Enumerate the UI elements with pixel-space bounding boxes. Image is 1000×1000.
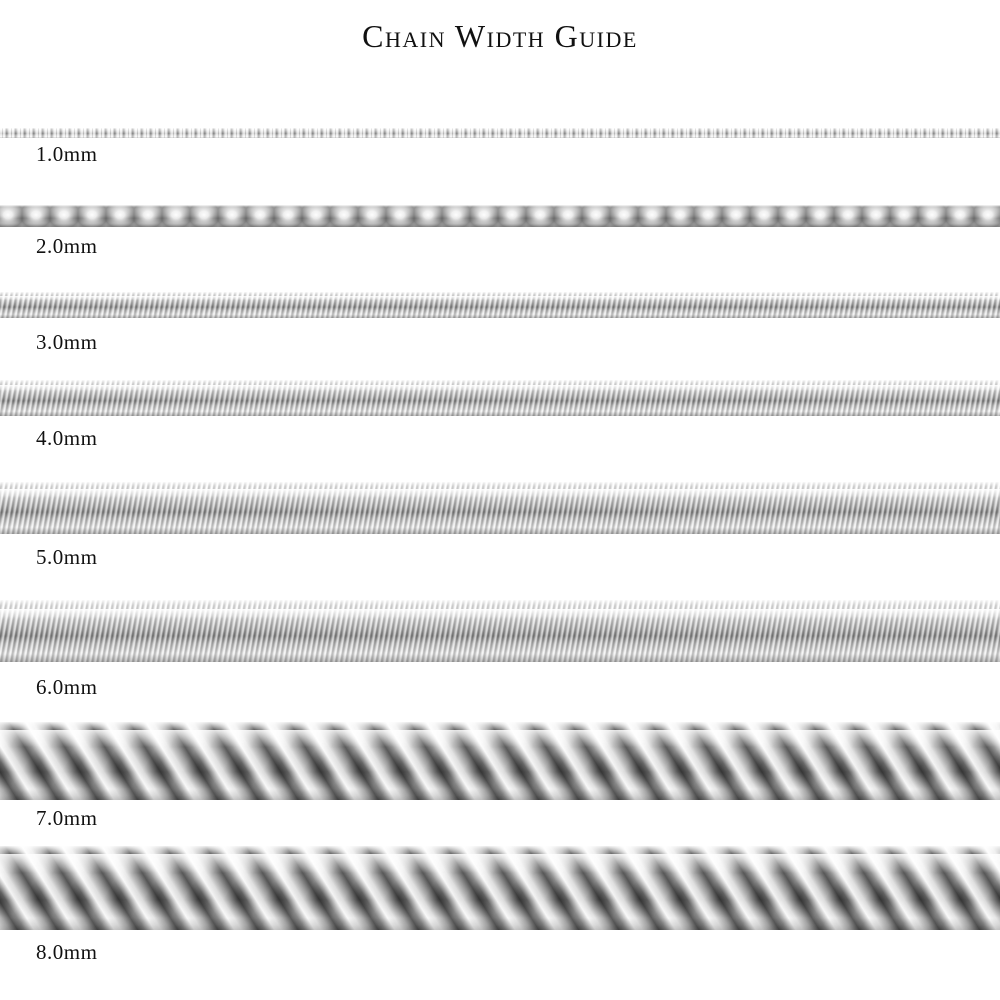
chain-image-6-0mm <box>0 600 1000 662</box>
chain-image-3-0mm <box>0 292 1000 318</box>
chain-label-3-0mm: 3.0mm <box>36 330 98 354</box>
chain-label-6-0mm: 6.0mm <box>36 675 98 699</box>
chain-label-1-0mm: 1.0mm <box>36 142 98 166</box>
chain-image-1-0mm <box>0 128 1000 138</box>
chain-image-8-0mm <box>0 846 1000 930</box>
page-title: Chain Width Guide <box>362 18 638 54</box>
chain-image-5-0mm <box>0 482 1000 534</box>
chain-image-7-0mm <box>0 722 1000 800</box>
chain-label-2-0mm: 2.0mm <box>36 234 98 258</box>
chain-label-8-0mm: 8.0mm <box>36 940 98 964</box>
chain-image-2-0mm <box>0 205 1000 227</box>
chain-label-5-0mm: 5.0mm <box>36 545 98 569</box>
chain-label-4-0mm: 4.0mm <box>36 426 98 450</box>
chain-image-4-0mm <box>0 380 1000 416</box>
chain-label-7-0mm: 7.0mm <box>36 806 98 830</box>
